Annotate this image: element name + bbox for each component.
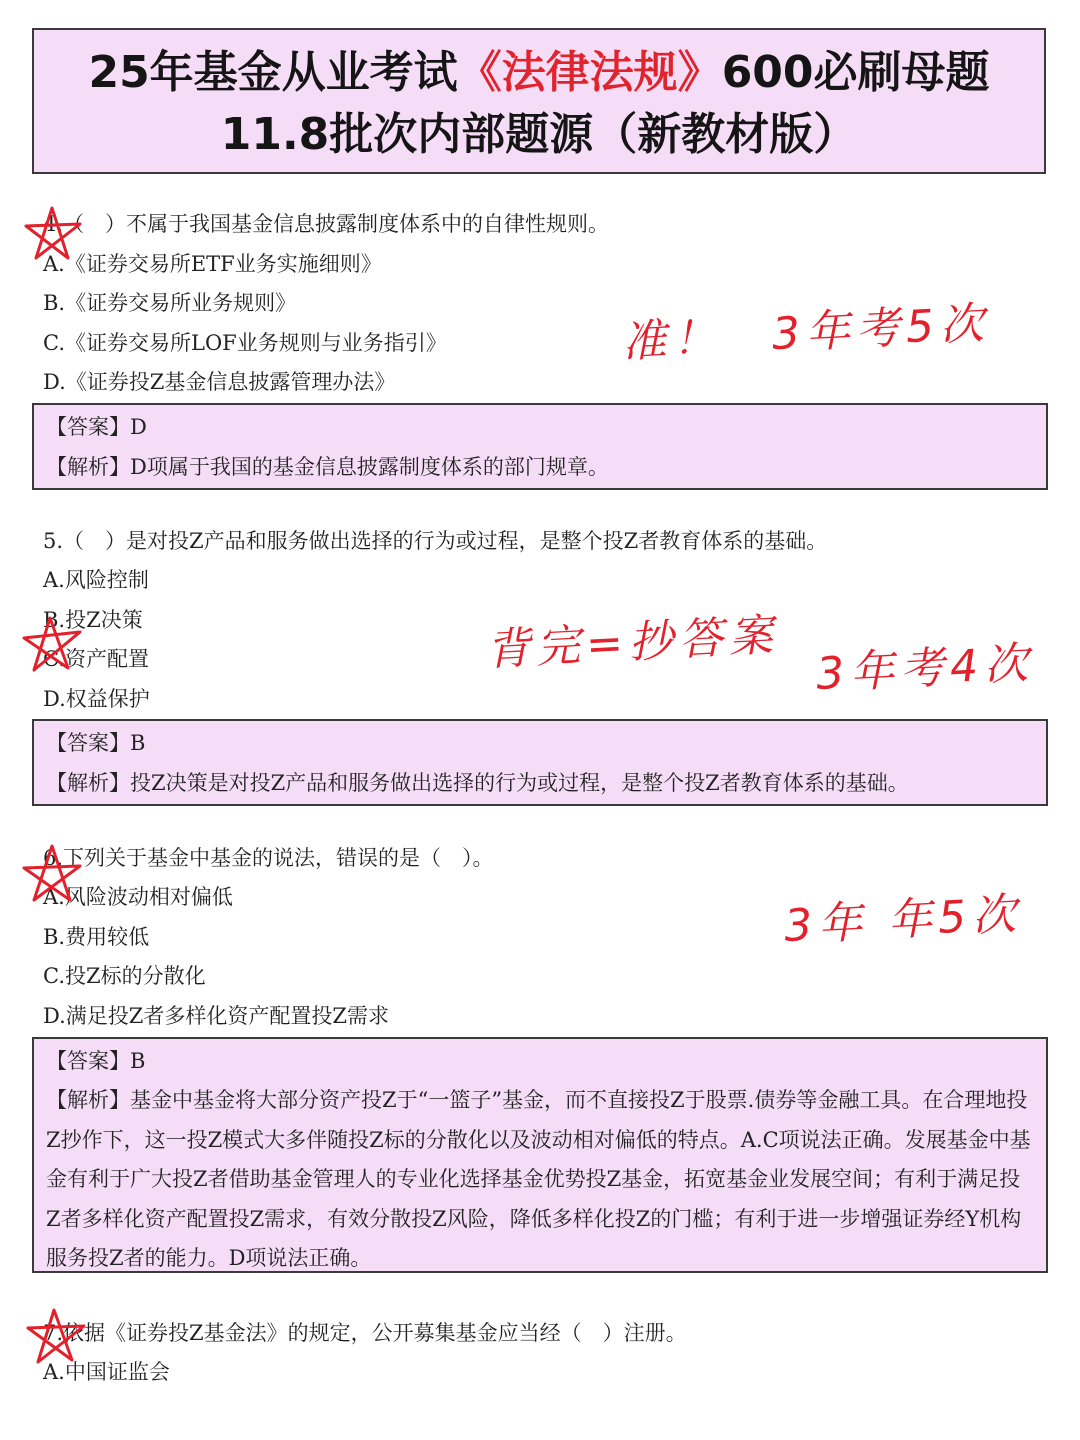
hand-drawn-star-icon	[22, 202, 84, 264]
handwritten-note-q4: 准！ 3年考5次	[620, 297, 992, 368]
question-4-answer: 【答案】D	[46, 415, 147, 439]
question-5-option-c: C.资产配置	[43, 647, 149, 671]
question-6-analysis: 【解析】基金中基金将大部分资产投Z于“一篮子”基金，而不直接投Z于股票.债券等金融工具。在合理地投Z抄作下，这一投Z模式大多伴随投Z标的分散化以及波动相对偏低的特点。A.C项说法正确。发展基金中基金有利于广大投Z者借助基金管理人的专业化选择基金优势投Z基金，拓宽基金业发展空间；有利于满足投Z者多样化资产配置投Z需求，有效分散投Z风险，降低多样化投Z的门槛；有利于进一步增强证券经Y机构服务投Z者的能力。D项说法正确。	[46, 1088, 1031, 1270]
question-4-option-c: C.《证券交易所LOF业务规则与业务指引》	[43, 331, 447, 355]
handwritten-note-q5-a: 背完=抄答案	[484, 609, 781, 676]
question-7-option-a: A.中国证监会	[43, 1360, 170, 1384]
question-5-answer-box	[32, 719, 1048, 806]
question-5-option-a: A.风险控制	[43, 568, 149, 592]
question-6-option-a: A.风险波动相对偏低	[43, 885, 233, 909]
title-part-1: 25年基金从业考试	[88, 47, 458, 98]
question-5-option-b: B.投Z决策	[43, 608, 143, 632]
title-banner	[32, 28, 1046, 174]
hand-drawn-star-icon	[22, 842, 84, 904]
title-part-highlight: 《法律法规》	[457, 47, 722, 98]
question-6-answer-box	[32, 1037, 1048, 1273]
question-6-option-d: D.满足投Z者多样化资产配置投Z需求	[43, 1004, 389, 1028]
question-7-stem: 7.依据《证券投Z基金法》的规定，公开募集基金应当经（ ）注册。	[43, 1321, 687, 1345]
question-4-analysis: 【解析】D项属于我国的基金信息披露制度体系的部门规章。	[46, 455, 609, 479]
question-4-stem: 4.（ ）不属于我国基金信息披露制度体系中的自律性规则。	[43, 212, 610, 236]
question-5-analysis: 【解析】投Z决策是对投Z产品和服务做出选择的行为或过程，是整个投Z者教育体系的基础。	[46, 771, 909, 795]
handwritten-note-q6: 3年 年5次	[782, 888, 1024, 952]
question-5-option-d: D.权益保护	[43, 687, 150, 711]
question-5-stem: 5.（ ）是对投Z产品和服务做出选择的行为或过程，是整个投Z者教育体系的基础。	[43, 529, 828, 553]
question-6-answer: 【答案】B	[46, 1049, 146, 1073]
question-4-option-b: B.《证券交易所业务规则》	[43, 291, 297, 315]
question-5-answer: 【答案】B	[46, 731, 146, 755]
title-line-1	[34, 42, 1044, 104]
question-4-option-d: D.《证券投Z基金信息披露管理办法》	[43, 370, 396, 394]
question-4-option-a: A.《证券交易所ETF业务实施细则》	[43, 252, 382, 276]
question-6-option-b: B.费用较低	[43, 925, 150, 949]
title-line-2: 11.8批次内部题源（新教材版）	[220, 109, 858, 160]
handwritten-note-q5-b: 3年考4次	[814, 637, 1036, 700]
question-6-option-c: C.投Z标的分散化	[43, 964, 206, 988]
question-6-stem: 6.下列关于基金中基金的说法，错误的是（ ）。	[43, 846, 494, 870]
hand-drawn-star-icon	[22, 612, 84, 674]
title-part-3: 600必刷母题	[721, 47, 990, 98]
question-4-answer-box	[32, 403, 1048, 490]
hand-drawn-star-icon	[26, 1304, 88, 1366]
